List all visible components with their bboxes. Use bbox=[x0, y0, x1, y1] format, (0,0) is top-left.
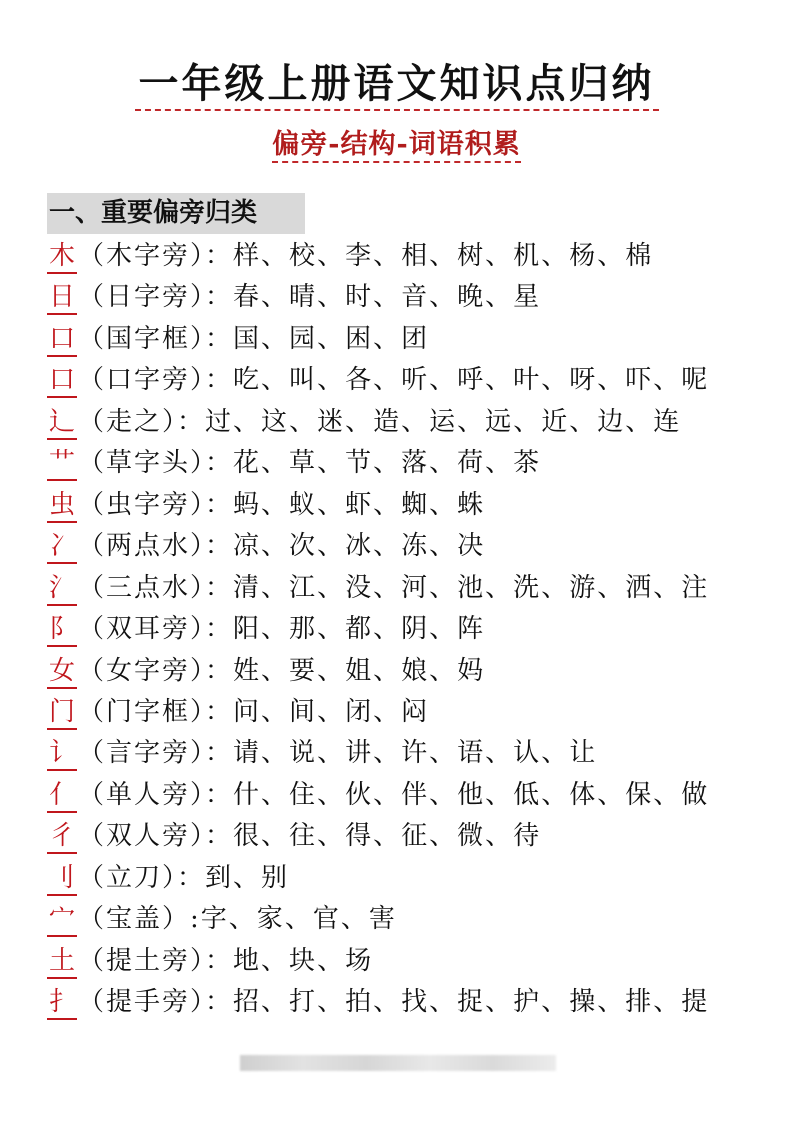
radical-label: （国字框）： bbox=[78, 323, 234, 354]
separator: 、 bbox=[485, 282, 514, 313]
radical-glyph: 虫 bbox=[47, 489, 77, 523]
separator: 、 bbox=[485, 779, 514, 810]
separator: 、 bbox=[317, 821, 346, 852]
separator: 、 bbox=[261, 738, 290, 769]
example-character: 池 bbox=[457, 572, 486, 603]
example-character: 打 bbox=[289, 987, 318, 1018]
separator: 、 bbox=[233, 862, 262, 893]
separator: 、 bbox=[261, 655, 290, 686]
separator: 、 bbox=[340, 904, 369, 935]
radical-label: （宝盖）: bbox=[78, 904, 201, 935]
radical-glyph: 刂 bbox=[47, 862, 77, 896]
radical-label: （门字框）： bbox=[78, 696, 234, 727]
separator: 、 bbox=[485, 572, 514, 603]
separator: 、 bbox=[429, 489, 458, 520]
example-characters bbox=[233, 241, 653, 271]
example-character: 洗 bbox=[513, 572, 542, 603]
example-character: 姓 bbox=[233, 655, 262, 686]
example-character: 次 bbox=[289, 531, 318, 562]
separator: 、 bbox=[429, 614, 458, 645]
radical-row bbox=[47, 568, 709, 609]
radical-glyph: 土 bbox=[47, 945, 77, 979]
separator: 、 bbox=[625, 406, 654, 437]
radical-glyph: 木 bbox=[47, 240, 77, 274]
example-character: 操 bbox=[569, 987, 598, 1018]
page-subtitle bbox=[0, 122, 793, 161]
separator: 、 bbox=[429, 282, 458, 313]
page-title bbox=[0, 52, 793, 109]
separator: 、 bbox=[373, 365, 402, 396]
example-character: 节 bbox=[345, 448, 374, 479]
example-characters bbox=[233, 738, 597, 768]
radical-row bbox=[47, 443, 541, 484]
example-character: 闭 bbox=[345, 696, 374, 727]
example-character: 害 bbox=[368, 904, 397, 935]
separator: 、 bbox=[541, 738, 570, 769]
example-character: 音 bbox=[401, 282, 430, 313]
separator: 、 bbox=[429, 531, 458, 562]
example-characters bbox=[205, 407, 681, 437]
example-character: 江 bbox=[289, 572, 318, 603]
example-character: 洒 bbox=[625, 572, 654, 603]
separator: 、 bbox=[485, 738, 514, 769]
example-character: 块 bbox=[289, 945, 318, 976]
separator: 、 bbox=[373, 614, 402, 645]
example-character: 没 bbox=[345, 572, 374, 603]
separator: 、 bbox=[373, 738, 402, 769]
example-character: 蛛 bbox=[457, 489, 486, 520]
separator: 、 bbox=[653, 365, 682, 396]
separator: 、 bbox=[261, 282, 290, 313]
example-character: 他 bbox=[457, 779, 486, 810]
radical-row bbox=[47, 360, 709, 401]
separator: 、 bbox=[485, 821, 514, 852]
separator: 、 bbox=[233, 406, 262, 437]
separator: 、 bbox=[373, 282, 402, 313]
example-character: 排 bbox=[625, 987, 654, 1018]
example-character: 棉 bbox=[625, 241, 654, 271]
separator: 、 bbox=[261, 572, 290, 603]
example-character: 许 bbox=[401, 738, 430, 769]
separator: 、 bbox=[457, 406, 486, 437]
separator: 、 bbox=[541, 365, 570, 396]
example-character: 阴 bbox=[401, 614, 430, 645]
radical-label: （两点水）： bbox=[78, 531, 234, 562]
example-character: 吃 bbox=[233, 365, 262, 396]
example-characters bbox=[233, 656, 485, 686]
radical-label: （双耳旁）： bbox=[78, 614, 234, 645]
radical-glyph: 阝 bbox=[47, 613, 77, 647]
separator: 、 bbox=[284, 904, 313, 935]
example-character: 李 bbox=[345, 241, 374, 271]
radical-label: （日字旁）： bbox=[78, 282, 234, 313]
example-characters bbox=[233, 987, 709, 1017]
radical-row bbox=[47, 816, 541, 857]
radical-glyph: 宀 bbox=[47, 903, 77, 937]
radical-row bbox=[47, 941, 373, 982]
radical-label: （双人旁）： bbox=[78, 821, 234, 852]
example-character: 呼 bbox=[457, 365, 486, 396]
separator: 、 bbox=[373, 323, 402, 354]
example-character: 蚂 bbox=[233, 489, 262, 520]
example-character: 近 bbox=[541, 406, 570, 437]
example-character: 那 bbox=[289, 614, 318, 645]
separator: 、 bbox=[317, 531, 346, 562]
separator: 、 bbox=[429, 987, 458, 1018]
radical-label: （言字旁）： bbox=[78, 738, 234, 769]
radical-row bbox=[47, 236, 653, 277]
radical-glyph: 口 bbox=[47, 323, 77, 357]
radical-row bbox=[47, 899, 397, 940]
example-character: 找 bbox=[401, 987, 430, 1018]
example-character: 阳 bbox=[233, 614, 262, 645]
radical-label: （口字旁）： bbox=[78, 365, 234, 396]
example-character: 机 bbox=[513, 241, 542, 271]
radical-glyph: 氵 bbox=[47, 572, 77, 606]
example-character: 这 bbox=[261, 406, 290, 437]
example-character: 别 bbox=[261, 862, 290, 893]
example-character: 待 bbox=[513, 821, 542, 852]
example-character: 讲 bbox=[345, 738, 374, 769]
radical-row bbox=[47, 402, 681, 443]
separator: 、 bbox=[373, 241, 402, 271]
example-character: 姐 bbox=[345, 655, 374, 686]
separator: 、 bbox=[597, 241, 626, 271]
example-character: 要 bbox=[289, 655, 318, 686]
example-character: 晴 bbox=[289, 282, 318, 313]
example-characters bbox=[233, 365, 709, 395]
example-character: 让 bbox=[569, 738, 598, 769]
example-character: 各 bbox=[345, 365, 374, 396]
radical-glyph: 日 bbox=[47, 281, 77, 315]
example-character: 都 bbox=[345, 614, 374, 645]
example-character: 认 bbox=[513, 738, 542, 769]
example-character: 过 bbox=[205, 406, 234, 437]
example-character: 连 bbox=[653, 406, 682, 437]
example-character: 注 bbox=[681, 572, 710, 603]
example-character: 校 bbox=[289, 241, 318, 271]
separator: 、 bbox=[261, 448, 290, 479]
example-characters bbox=[233, 324, 429, 354]
example-characters bbox=[233, 821, 541, 851]
radical-row bbox=[47, 858, 289, 899]
example-character: 说 bbox=[289, 738, 318, 769]
radical-glyph: 女 bbox=[47, 655, 77, 689]
radical-glyph: 冫 bbox=[47, 530, 77, 564]
separator: 、 bbox=[569, 406, 598, 437]
radical-row bbox=[47, 651, 485, 692]
example-character: 保 bbox=[625, 779, 654, 810]
blurred-watermark bbox=[240, 1055, 556, 1071]
separator: 、 bbox=[373, 821, 402, 852]
separator: 、 bbox=[373, 489, 402, 520]
example-character: 杨 bbox=[569, 241, 598, 271]
separator: 、 bbox=[317, 365, 346, 396]
example-character: 妈 bbox=[457, 655, 486, 686]
example-character: 凉 bbox=[233, 531, 262, 562]
separator: 、 bbox=[317, 945, 346, 976]
example-character: 娘 bbox=[401, 655, 430, 686]
example-characters bbox=[233, 448, 541, 478]
example-character: 样 bbox=[233, 241, 262, 271]
radical-label: （提土旁）： bbox=[78, 945, 234, 976]
separator: 、 bbox=[261, 696, 290, 727]
separator: 、 bbox=[317, 572, 346, 603]
separator: 、 bbox=[541, 987, 570, 1018]
radical-glyph: 亻 bbox=[47, 779, 77, 813]
radical-glyph: 彳 bbox=[47, 820, 77, 854]
separator: 、 bbox=[317, 987, 346, 1018]
example-character: 树 bbox=[457, 241, 486, 271]
separator: 、 bbox=[317, 448, 346, 479]
example-character: 蜘 bbox=[401, 489, 430, 520]
separator: 、 bbox=[653, 572, 682, 603]
radical-label: （木字旁）： bbox=[78, 241, 234, 271]
example-character: 得 bbox=[345, 821, 374, 852]
separator: 、 bbox=[345, 406, 374, 437]
separator: 、 bbox=[317, 696, 346, 727]
radical-row bbox=[47, 526, 485, 567]
separator: 、 bbox=[373, 696, 402, 727]
example-character: 边 bbox=[597, 406, 626, 437]
radical-label: （提手旁）： bbox=[78, 987, 234, 1018]
separator: 、 bbox=[485, 987, 514, 1018]
separator: 、 bbox=[261, 531, 290, 562]
separator: 、 bbox=[261, 365, 290, 396]
example-character: 很 bbox=[233, 821, 262, 852]
radical-label: （单人旁）： bbox=[78, 779, 234, 810]
example-character: 游 bbox=[569, 572, 598, 603]
example-character: 困 bbox=[345, 323, 374, 354]
example-character: 低 bbox=[513, 779, 542, 810]
separator: 、 bbox=[317, 323, 346, 354]
separator: 、 bbox=[317, 655, 346, 686]
example-character: 体 bbox=[569, 779, 598, 810]
example-character: 场 bbox=[345, 945, 374, 976]
separator: 、 bbox=[653, 779, 682, 810]
separator: 、 bbox=[373, 572, 402, 603]
example-character: 征 bbox=[401, 821, 430, 852]
separator: 、 bbox=[485, 241, 514, 271]
separator: 、 bbox=[429, 241, 458, 271]
separator: 、 bbox=[289, 406, 318, 437]
example-character: 伙 bbox=[345, 779, 374, 810]
example-character: 春 bbox=[233, 282, 262, 313]
example-character: 字 bbox=[200, 904, 229, 935]
radical-glyph: 扌 bbox=[47, 986, 77, 1020]
separator: 、 bbox=[429, 655, 458, 686]
example-characters bbox=[205, 863, 289, 893]
example-character: 呀 bbox=[569, 365, 598, 396]
example-character: 星 bbox=[513, 282, 542, 313]
example-character: 迷 bbox=[317, 406, 346, 437]
separator: 、 bbox=[485, 448, 514, 479]
example-character: 提 bbox=[681, 987, 710, 1018]
example-character: 往 bbox=[289, 821, 318, 852]
example-character: 草 bbox=[289, 448, 318, 479]
example-character: 语 bbox=[457, 738, 486, 769]
separator: 、 bbox=[401, 406, 430, 437]
separator: 、 bbox=[541, 241, 570, 271]
separator: 、 bbox=[261, 489, 290, 520]
example-character: 决 bbox=[457, 531, 486, 562]
example-character: 清 bbox=[233, 572, 262, 603]
separator: 、 bbox=[541, 572, 570, 603]
radical-glyph: 辶 bbox=[47, 406, 77, 440]
example-character: 时 bbox=[345, 282, 374, 313]
radical-glyph: 讠 bbox=[47, 737, 77, 771]
example-character: 捉 bbox=[457, 987, 486, 1018]
example-character: 荷 bbox=[457, 448, 486, 479]
example-character: 微 bbox=[457, 821, 486, 852]
example-characters bbox=[233, 780, 709, 810]
separator: 、 bbox=[429, 572, 458, 603]
radical-label: （虫字旁）： bbox=[78, 489, 234, 520]
example-character: 闷 bbox=[401, 696, 430, 727]
example-characters bbox=[233, 282, 541, 312]
separator: 、 bbox=[373, 531, 402, 562]
separator: 、 bbox=[485, 365, 514, 396]
separator: 、 bbox=[373, 987, 402, 1018]
example-character: 冰 bbox=[345, 531, 374, 562]
example-character: 晚 bbox=[457, 282, 486, 313]
separator: 、 bbox=[228, 904, 257, 935]
radical-row bbox=[47, 733, 597, 774]
example-character: 茶 bbox=[513, 448, 542, 479]
example-character: 团 bbox=[401, 323, 430, 354]
separator: 、 bbox=[317, 614, 346, 645]
example-character: 阵 bbox=[457, 614, 486, 645]
example-character: 远 bbox=[485, 406, 514, 437]
separator: 、 bbox=[317, 489, 346, 520]
example-character: 相 bbox=[401, 241, 430, 271]
separator: 、 bbox=[261, 987, 290, 1018]
subtitle-text: 偏旁-结构-词语积累 bbox=[272, 129, 520, 163]
example-character: 伴 bbox=[401, 779, 430, 810]
example-character: 花 bbox=[233, 448, 262, 479]
separator: 、 bbox=[513, 406, 542, 437]
radical-label: （走之）： bbox=[78, 406, 206, 437]
example-characters bbox=[233, 573, 709, 603]
example-character: 造 bbox=[373, 406, 402, 437]
example-character: 吓 bbox=[625, 365, 654, 396]
separator: 、 bbox=[317, 282, 346, 313]
example-characters bbox=[233, 697, 429, 727]
example-characters bbox=[201, 904, 397, 934]
separator: 、 bbox=[373, 779, 402, 810]
separator: 、 bbox=[429, 779, 458, 810]
example-character: 地 bbox=[233, 945, 262, 976]
separator: 、 bbox=[317, 738, 346, 769]
separator: 、 bbox=[261, 779, 290, 810]
example-character: 住 bbox=[289, 779, 318, 810]
example-character: 招 bbox=[233, 987, 262, 1018]
example-character: 运 bbox=[429, 406, 458, 437]
example-character: 落 bbox=[401, 448, 430, 479]
example-character: 间 bbox=[289, 696, 318, 727]
example-character: 问 bbox=[233, 696, 262, 727]
title-text: 一年级上册语文知识点归纳 bbox=[135, 60, 659, 111]
separator: 、 bbox=[429, 821, 458, 852]
separator: 、 bbox=[317, 779, 346, 810]
separator: 、 bbox=[261, 821, 290, 852]
radical-label: （女字旁）： bbox=[78, 655, 234, 686]
separator: 、 bbox=[597, 987, 626, 1018]
example-character: 国 bbox=[233, 323, 262, 354]
separator: 、 bbox=[429, 365, 458, 396]
separator: 、 bbox=[373, 448, 402, 479]
example-character: 做 bbox=[681, 779, 710, 810]
example-character: 护 bbox=[513, 987, 542, 1018]
separator: 、 bbox=[541, 779, 570, 810]
radical-glyph: 口 bbox=[47, 364, 77, 398]
section-heading: 一、重要偏旁归类 bbox=[47, 193, 305, 234]
example-character: 园 bbox=[289, 323, 318, 354]
example-character: 官 bbox=[312, 904, 341, 935]
radical-row bbox=[47, 982, 709, 1023]
example-character: 虾 bbox=[345, 489, 374, 520]
radical-label: （草字头）： bbox=[78, 448, 234, 479]
example-character: 蚁 bbox=[289, 489, 318, 520]
radical-label: （立刀）： bbox=[78, 862, 206, 893]
example-characters bbox=[233, 614, 485, 644]
radical-row bbox=[47, 485, 485, 526]
separator: 、 bbox=[317, 241, 346, 271]
separator: 、 bbox=[597, 365, 626, 396]
radical-label: （三点水）： bbox=[78, 572, 234, 603]
example-character: 河 bbox=[401, 572, 430, 603]
separator: 、 bbox=[373, 655, 402, 686]
radical-row bbox=[47, 277, 541, 318]
example-character: 到 bbox=[205, 862, 234, 893]
example-character: 拍 bbox=[345, 987, 374, 1018]
example-character: 听 bbox=[401, 365, 430, 396]
example-characters bbox=[233, 531, 485, 561]
radical-glyph: 艹 bbox=[47, 447, 77, 481]
separator: 、 bbox=[261, 614, 290, 645]
example-character: 叶 bbox=[513, 365, 542, 396]
separator: 、 bbox=[597, 779, 626, 810]
separator: 、 bbox=[429, 738, 458, 769]
separator: 、 bbox=[261, 323, 290, 354]
example-characters bbox=[233, 490, 485, 520]
example-character: 呢 bbox=[681, 365, 710, 396]
radical-row bbox=[47, 319, 429, 360]
radical-glyph: 门 bbox=[47, 696, 77, 730]
example-character: 家 bbox=[256, 904, 285, 935]
separator: 、 bbox=[429, 448, 458, 479]
separator: 、 bbox=[653, 987, 682, 1018]
radical-row bbox=[47, 775, 709, 816]
example-character: 请 bbox=[233, 738, 262, 769]
example-character: 什 bbox=[233, 779, 262, 810]
separator: 、 bbox=[597, 572, 626, 603]
example-character: 冻 bbox=[401, 531, 430, 562]
separator: 、 bbox=[261, 241, 290, 271]
example-character: 叫 bbox=[289, 365, 318, 396]
separator: 、 bbox=[261, 945, 290, 976]
example-characters bbox=[233, 946, 373, 976]
radical-row bbox=[47, 692, 429, 733]
radical-row bbox=[47, 609, 485, 650]
